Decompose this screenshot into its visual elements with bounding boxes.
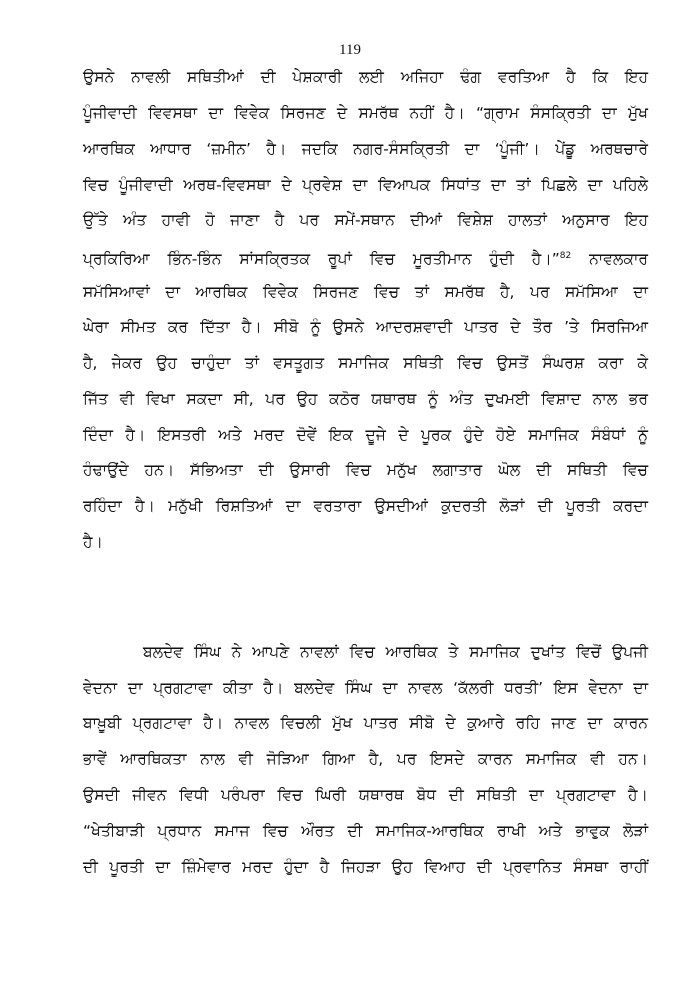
text-line: ਹੰਢਾਉਂਦੇ ਹਨ। ਸੱਭਿਅਤਾ ਦੀ ਉਸਾਰੀ ਵਿਚ ਮਨੁੱਖ ਲਗਾਤਾਰ ਘੋਲ ਦੀ ਸਥਿਤੀ ਵਿਚ <box>83 461 648 479</box>
text-line: ਘੇਰਾ ਸੀਮਤ ਕਰ ਦਿੱਤਾ ਹੈ। ਸੀਬੋ ਨੂੰ ਉਸਨੇ ਆਦਰਸ਼ਵਾਦੀ ਪਾਤਰ ਦੇ ਤੌਰ ’ਤੇ ਸਿਰਜਿਆ <box>83 318 648 336</box>
text-line: ਸਮੱਸਿਆਵਾਂ ਦਾ ਆਰਥਿਕ ਵਿਵੇਕ ਸਿਰਜਣ ਵਿਚ ਤਾਂ ਸਮਰੱਥ ਹੈ, ਪਰ ਸਮੱਸਿਆ ਦਾ <box>83 283 648 301</box>
text-line: ਵਿਚ ਪੂੰਜੀਵਾਦੀ ਅਰਥ-ਵਿਵਸਥਾ ਦੇ ਪ੍ਰਵੇਸ਼ ਦਾ ਵਿਆਪਕ ਸਿਧਾਂਤ ਦਾ ਤਾਂ ਪਿਛਲੇ ਦਾ ਪਹਿਲੇ <box>83 176 648 194</box>
text-line: ਬਲਦੇਵ ਸਿੰਘ ਨੇ ਆਪਣੇ ਨਾਵਲਾਂ ਵਿਚ ਆਰਥਿਕ ਤੇ ਸਮਾਜਿਕ ਦੁਖਾਂਤ ਵਿਚੋਂ ਉਪਜੀ <box>143 643 648 661</box>
text-line: ਜਿੱਤ ਵੀ ਵਿਖਾ ਸਕਦਾ ਸੀ, ਪਰ ਉਹ ਕਠੋਰ ਯਥਾਰਥ ਨੂੰ ਅੰਤ ਦੁਖਮਈ ਵਿਸ਼ਾਦ ਨਾਲ ਭਰ <box>83 390 648 408</box>
text-line: ਹੈ, ਜੇਕਰ ਉਹ ਚਾਹੁੰਦਾ ਤਾਂ ਵਸਤੂਗਤ ਸਮਾਜਿਕ ਸਥਿਤੀ ਵਿਚ ਉਸਤੋਂ ਸੰਘਰਸ਼ ਕਰਾ ਕੇ <box>83 354 648 372</box>
text-line: ਉੱਤੇ ਅੰਤ ਹਾਵੀ ਹੋ ਜਾਣਾ ਹੈ ਪਰ ਸਮੇਂ-ਸਥਾਨ ਦੀਆਂ ਵਿਸ਼ੇਸ਼ ਹਾਲਤਾਂ ਅਨੁਸਾਰ ਇਹ <box>83 211 648 229</box>
text-line: ਬਾਖ਼ੂਬੀ ਪ੍ਰਗਟਾਵਾ ਹੈ। ਨਾਵਲ ਵਿਚਲੀ ਮੁੱਖ ਪਾਤਰ ਸੀਬੋ ਦੇ ਕੁਆਰੇ ਰਹਿ ਜਾਣ ਦਾ ਕਾਰਨ <box>83 714 648 732</box>
text-line: ਵੇਦਨਾ ਦਾ ਪ੍ਰਗਟਾਵਾ ਕੀਤਾ ਹੈ। ਬਲਦੇਵ ਸਿੰਘ ਦਾ ਨਾਵਲ ‘ਕੱਲਰੀ ਧਰਤੀ’ ਇਸ ਵੇਦਨਾ ਦਾ <box>83 679 648 697</box>
text-line: ਭਾਵੇਂ ਆਰਥਿਕਤਾ ਨਾਲ ਵੀ ਜੋੜਿਆ ਗਿਆ ਹੈ, ਪਰ ਇਸਦੇ ਕਾਰਨ ਸਮਾਜਿਕ ਵੀ ਹਨ। <box>83 750 648 768</box>
text-line: ਆਰਥਿਕ ਆਧਾਰ ‘ਜ਼ਮੀਨ’ ਹੈ। ਜਦਕਿ ਨਗਰ-ਸੰਸਕ੍ਰਿਤੀ ਦਾ ‘ਪੂੰਜੀ’। ਪੇਂਡੂ ਅਰਥਚਾਰੇ <box>83 140 648 158</box>
text-line: ਰਹਿੰਦਾ ਹੈ। ਮਨੁੱਖੀ ਰਿਸ਼ਤਿਆਂ ਦਾ ਵਰਤਾਰਾ ਉਸਦੀਆਂ ਕੁਦਰਤੀ ਲੋੜਾਂ ਦੀ ਪੂਰਤੀ ਕਰਦਾ <box>83 497 648 515</box>
text-segment: ਨਾਵਲਕਾਰ <box>571 250 649 269</box>
text-line: ਦਿੰਦਾ ਹੈ। ਇਸਤਰੀ ਅਤੇ ਮਰਦ ਦੋਵੇਂ ਇਕ ਦੂਜੇ ਦੇ ਪੂਰਕ ਹੁੰਦੇ ਹੋਏ ਸਮਾਜਿਕ ਸੰਬੰਧਾਂ ਨੂੰ <box>83 426 648 444</box>
text-line: ਪੂੰਜੀਵਾਦੀ ਵਿਵਸਥਾ ਦਾ ਵਿਵੇਕ ਸਿਰਜਣ ਦੇ ਸਮਰੱਥ ਨਹੀਂ ਹੈ। “ਗ੍ਰਾਮ ਸੰਸਕ੍ਰਿਤੀ ਦਾ ਮੁੱਖ <box>83 104 648 122</box>
footnote-reference: 82 <box>559 251 572 261</box>
text-line: ਉਸਨੇ ਨਾਵਲੀ ਸਥਿਤੀਆਂ ਦੀ ਪੇਸ਼ਕਾਰੀ ਲਈ ਅਜਿਹਾ ਢੰਗ ਵਰਤਿਆ ਹੈ ਕਿ ਇਹ <box>83 68 648 86</box>
text-line: ਉਸਦੀ ਜੀਵਨ ਵਿਧੀ ਪਰੰਪਰਾ ਵਿਚ ਘਿਰੀ ਯਥਾਰਥ ਬੋਧ ਦੀ ਸਥਿਤੀ ਦਾ ਪ੍ਰਗਟਾਵਾ ਹੈ। <box>83 786 648 804</box>
text-segment: ਪ੍ਰਕਿਰਿਆ ਭਿੰਨ-ਭਿੰਨ ਸਾਂਸਕ੍ਰਿਤਕ ਰੂਪਾਂ ਵਿਚ ਮੂਰਤੀਮਾਨ ਹੁੰਦੀ ਹੈ।” <box>83 250 560 269</box>
page-number: 119 <box>339 42 361 58</box>
text-line: ਦੀ ਪੂਰਤੀ ਦਾ ਜ਼ਿੰਮੇਵਾਰ ਮਰਦ ਹੁੰਦਾ ਹੈ ਜਿਹੜਾ ਉਹ ਵਿਆਹ ਦੀ ਪ੍ਰਵਾਨਿਤ ਸੰਸਥਾ ਰਾਹੀਂ <box>83 858 648 876</box>
text-line: “ਖੇਤੀਬਾੜੀ ਪ੍ਰਧਾਨ ਸਮਾਜ ਵਿਚ ਔਰਤ ਦੀ ਸਮਾਜਿਕ-ਆਰਥਿਕ ਰਾਖੀ ਅਤੇ ਭਾਵੁਕ ਲੋੜਾਂ <box>83 822 648 840</box>
text-line <box>83 246 648 269</box>
text-line: ਹੈ। <box>83 533 103 551</box>
